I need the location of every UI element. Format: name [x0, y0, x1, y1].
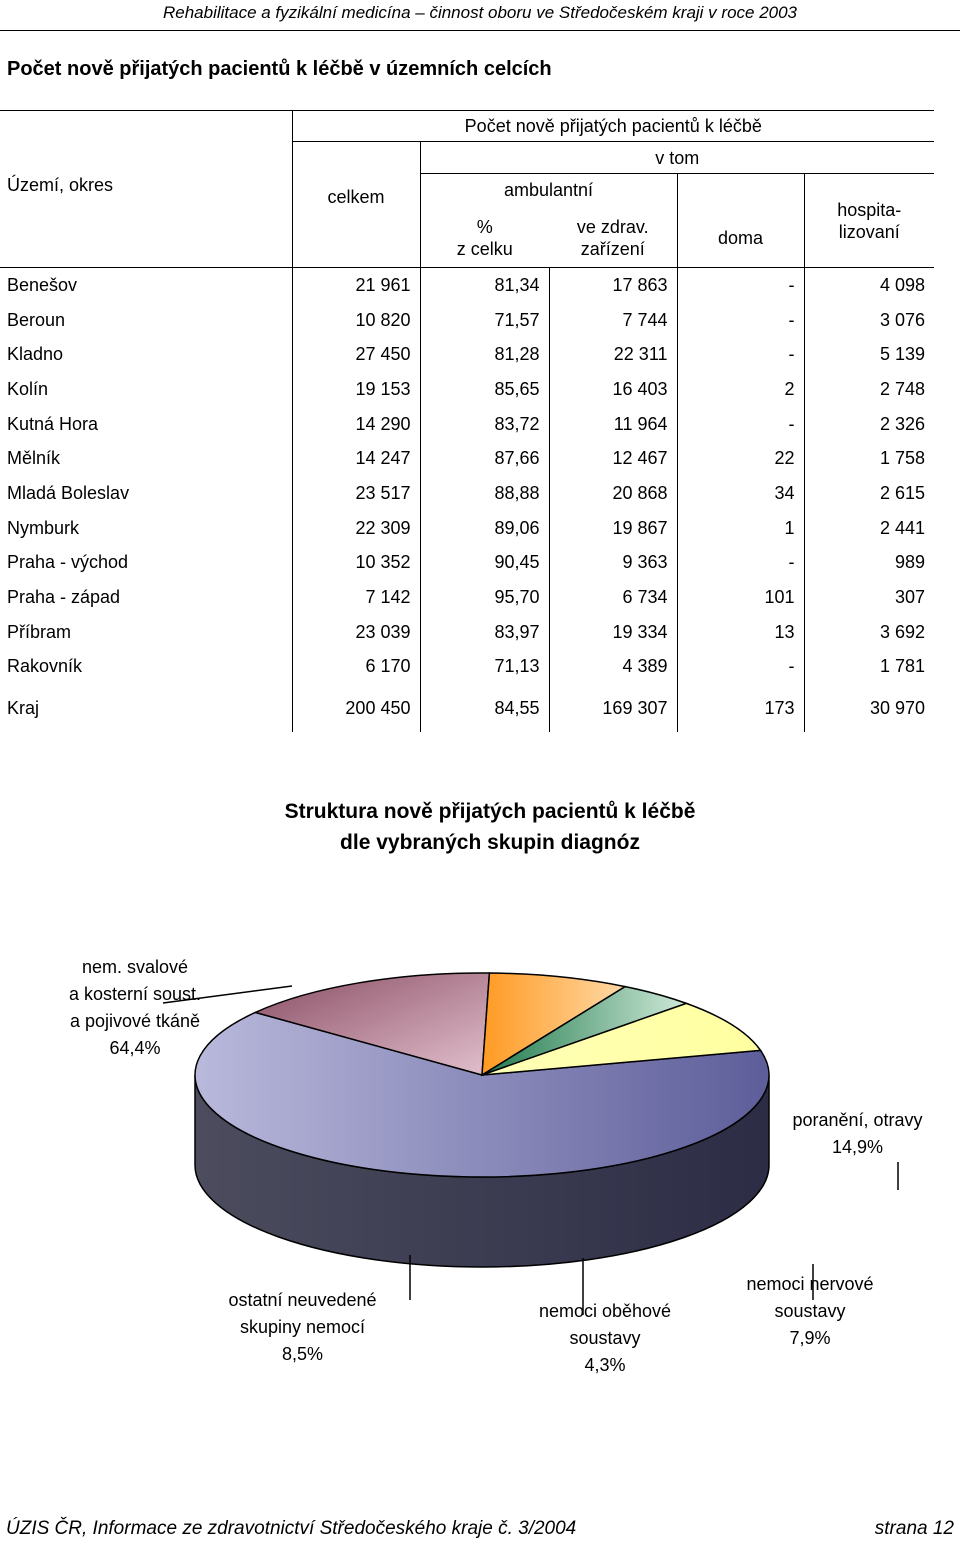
cell-total: 19 153 [292, 372, 420, 407]
cell-pct: 85,65 [420, 372, 549, 407]
cell-region: Beroun [7, 309, 66, 330]
cell-hosp: 2 441 [804, 511, 934, 546]
pie-label-injuries [770, 1107, 945, 1161]
cell-pct: 84,55 [420, 684, 549, 732]
cell-doma: - [677, 650, 804, 685]
col-header-ambulantni: ambulantní [420, 174, 677, 206]
cell-region: Kraj [7, 697, 40, 718]
cell-total: 23 517 [292, 476, 420, 511]
cell-pct: 71,57 [420, 303, 549, 338]
pie-label-line: 8,5% [281, 1344, 324, 1364]
cell-region: Nymburk [7, 517, 80, 538]
cell-pct: 95,70 [420, 580, 549, 615]
table-title: Počet nově přijatých pacientů k léčbě v územních celcích [7, 58, 552, 80]
cell-zdrav: 16 403 [549, 372, 677, 407]
cell-hosp: 2 615 [804, 476, 934, 511]
cell-zdrav: 20 868 [549, 476, 677, 511]
cell-zdrav: 12 467 [549, 441, 677, 476]
cell-zdrav: 4 389 [549, 650, 677, 685]
cell-doma: 1 [677, 511, 804, 546]
pie-label-line: 14,9% [831, 1137, 884, 1157]
pie-label-line: poranění, otravy [792, 1110, 923, 1130]
cell-region: Kutná Hora [7, 413, 99, 434]
cell-hosp: 5 139 [804, 337, 934, 372]
col-header-vtom: v tom [420, 142, 934, 174]
pie-label-line: soustavy [774, 1301, 846, 1321]
cell-hosp: 1 758 [804, 441, 934, 476]
cell-doma: 2 [677, 372, 804, 407]
pie-label-line: soustavy [569, 1328, 641, 1348]
pie-label-nervous [730, 1271, 890, 1352]
hosp-line-2: lizovaní [838, 221, 900, 242]
cell-region: Příbram [7, 621, 72, 642]
cell-zdrav: 11 964 [549, 407, 677, 442]
col-header-pct-1: % [420, 206, 549, 238]
cell-pct: 83,97 [420, 615, 549, 650]
footer-source: ÚZIS ČR, Informace ze zdravotnictví Středočeského kraje č. 3/2004 [6, 1518, 577, 1539]
col-header-total: celkem [292, 142, 420, 268]
chart-title-line-1: Struktura nově přijatých pacientů k léčbě [284, 800, 696, 823]
cell-pct: 83,72 [420, 407, 549, 442]
cell-total: 10 352 [292, 546, 420, 581]
pie-label-other [220, 1287, 385, 1368]
pie-tops [195, 973, 769, 1177]
cell-total: 22 309 [292, 511, 420, 546]
col-header-zdrav-1: ve zdrav. [576, 216, 649, 237]
hosp-line-1: hospita- [837, 199, 902, 220]
cell-hosp: 2 748 [804, 372, 934, 407]
pie-label-line: 7,9% [789, 1328, 831, 1348]
cell-total: 14 290 [292, 407, 420, 442]
pie-label-line: 4,3% [584, 1355, 626, 1375]
cell-region: Rakovník [7, 656, 83, 677]
cell-zdrav: 169 307 [549, 684, 677, 732]
cell-total: 23 039 [292, 615, 420, 650]
cell-hosp: 3 692 [804, 615, 934, 650]
cell-doma: - [677, 337, 804, 372]
cell-total: 21 961 [292, 268, 420, 303]
cell-hosp: 989 [804, 546, 934, 581]
pie-label-circulatory [520, 1298, 690, 1379]
cell-doma: 22 [677, 441, 804, 476]
pie-label-musculoskeletal [60, 954, 210, 1062]
cell-doma: - [677, 407, 804, 442]
page-footer [6, 1518, 954, 1540]
cell-total: 6 170 [292, 650, 420, 685]
cell-doma: 173 [677, 684, 804, 732]
cell-doma: 101 [677, 580, 804, 615]
cell-zdrav: 22 311 [549, 337, 677, 372]
pie-label-line: skupiny nemocí [239, 1317, 366, 1337]
cell-total: 14 247 [292, 441, 420, 476]
cell-region: Benešov [0, 268, 292, 303]
cell-zdrav: 9 363 [549, 546, 677, 581]
cell-zdrav: 19 867 [549, 511, 677, 546]
cell-pct: 81,28 [420, 337, 549, 372]
cell-zdrav: 17 863 [549, 268, 677, 303]
cell-pct: 88,88 [420, 476, 549, 511]
pie-label-line: 64,4% [109, 1038, 161, 1058]
page-header: Rehabilitace a fyzikální medicína – činnost oboru ve Středočeském kraji v roce 2003 [162, 3, 798, 22]
cell-region: Mělník [7, 448, 61, 469]
cell-zdrav: 19 334 [549, 615, 677, 650]
cell-hosp: 4 098 [804, 268, 934, 303]
col-header-pct-2: z celku [420, 238, 549, 268]
col-header-doma: doma [677, 174, 804, 268]
cell-region: Kladno [7, 344, 64, 365]
pie-label-line: a pojivové tkáně [69, 1011, 201, 1031]
pie-label-line: ostatní neuvedené [228, 1290, 377, 1310]
footer-page-number: strana 12 [874, 1518, 954, 1539]
cell-total: 27 450 [292, 337, 420, 372]
cell-zdrav: 7 744 [549, 303, 677, 338]
chart-title-line-2: dle vybraných skupin diagnóz [340, 831, 640, 854]
cell-pct: 90,45 [420, 546, 549, 581]
cell-doma: 34 [677, 476, 804, 511]
col-header-region: Území, okres [0, 111, 292, 268]
cell-hosp: 30 970 [804, 684, 934, 732]
cell-region: Praha - východ [7, 552, 129, 573]
col-group-header: Počet nově přijatých pacientů k léčbě [292, 111, 934, 142]
cell-pct: 81,34 [420, 268, 549, 303]
pie-label-line: nem. svalové [81, 957, 189, 977]
cell-region: Kolín [7, 378, 49, 399]
pie-label-line: nemoci oběhové [538, 1301, 672, 1321]
cell-hosp: 307 [804, 580, 934, 615]
cell-zdrav: 6 734 [549, 580, 677, 615]
cell-pct: 71,13 [420, 650, 549, 685]
cell-hosp: 3 076 [804, 303, 934, 338]
cell-doma: - [677, 303, 804, 338]
cell-pct: 89,06 [420, 511, 549, 546]
cell-hosp: 2 326 [804, 407, 934, 442]
cell-region: Praha - západ [7, 587, 121, 608]
cell-doma: - [677, 546, 804, 581]
pie-label-line: a kosterní soust. [68, 984, 202, 1004]
col-header-zdrav-2: zařízení [580, 238, 645, 259]
cell-total: 200 450 [292, 684, 420, 732]
cell-pct: 87,66 [420, 441, 549, 476]
pie-label-line: nemoci nervové [746, 1274, 874, 1294]
cell-doma: - [677, 268, 804, 303]
cell-region: Mladá Boleslav [7, 482, 130, 503]
cell-hosp: 1 781 [804, 650, 934, 685]
cell-doma: 13 [677, 615, 804, 650]
cell-total: 7 142 [292, 580, 420, 615]
cell-total: 10 820 [292, 303, 420, 338]
